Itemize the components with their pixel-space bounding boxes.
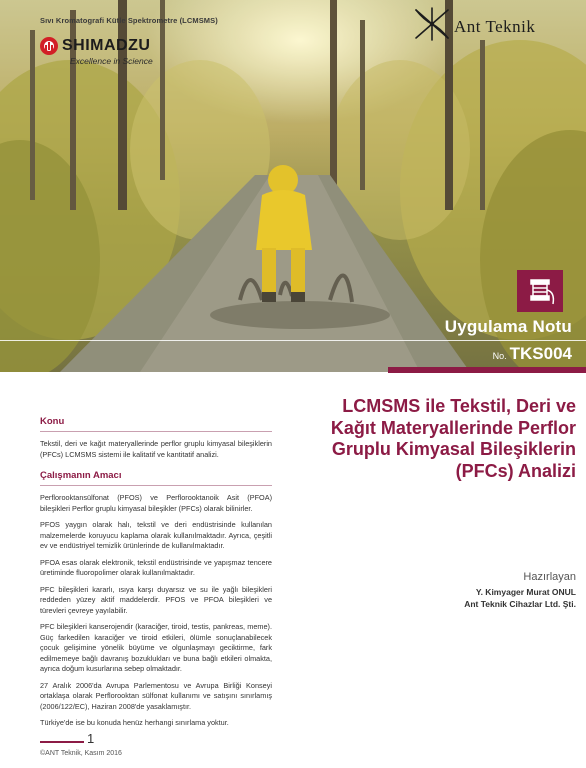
note-code: TKS004 xyxy=(509,344,572,363)
amac-paragraph-6: 27 Aralık 2006'da Avrupa Parlementosu ve Avrupa Birliği Konseyi ortaklaşa olarak Perflorooktan sülfonat kullanımı ve satışını sınırlamış (2006/122/EC), Haziran 2008'de yasaklamıştır. xyxy=(40,680,272,711)
amac-paragraph-4: PFC bileşikleri kararlı, ısıya karşı duyarsız ve su ile yağlı bileşikleri reddeden yüzey aktif maddelerdir. PFOS ve PFOA bileşikleri ve türevleri çevreye yayılabilir. xyxy=(40,584,272,615)
page-number: 1 xyxy=(87,731,95,746)
document-title: LCMSMS ile Tekstil, Deri ve Kağıt Materyallerinde Perflor Gruplu Kimyasal Bileşiklerin (PFCs) Analizi xyxy=(330,396,576,481)
hero-photo xyxy=(0,0,586,372)
copyright-text: ©ANT Teknik, Kasım 2016 xyxy=(40,750,122,757)
author-name: Y. Kimyager Murat ONUL xyxy=(475,587,576,597)
note-tab-badge xyxy=(517,270,563,312)
shimadzu-tagline: Excellence in Science xyxy=(70,56,153,66)
amac-paragraph-3: PFOA esas olarak elektronik, tekstil endüstrisinde ve yapışmaz tencere üretiminde fluoropolimer olarak kullanılmaktadır. xyxy=(40,557,272,577)
shimadzu-wordmark: SHIMADZU xyxy=(62,37,151,54)
accent-bar xyxy=(388,367,586,373)
section-heading-konu: Konu xyxy=(40,416,65,427)
konu-paragraph: Tekstil, deri ve kağıt materyallerinde perflor gruplu kimyasal bileşiklerin (PFCs) LCMSMS sistemi ile kalitatif ve kantitatif analizi. xyxy=(40,439,272,459)
prepared-label: Hazırlayan xyxy=(523,571,576,583)
number-label: No. xyxy=(492,351,507,361)
application-note-number xyxy=(493,344,572,364)
ant-star-logo xyxy=(412,6,452,42)
application-note-title: Uygulama Notu xyxy=(444,317,572,336)
section-divider xyxy=(40,431,272,432)
footer-accent-bar xyxy=(40,741,84,743)
amac-paragraph-2: PFOS yaygın olarak halı, tekstil ve deri endüstrisinde kullanılan malzemelerde koruyucu kaplama olarak kullanılmaktadır. Ayrıca, çeşitli ev ve endüstriyel temizlik ürünlerinde de kullanılmaktadır. xyxy=(40,520,272,550)
amac-paragraph-1: Perflorooktansülfonat (PFOS) ve Perflorooktanoik Asit (PFOA) bileşikleri Perflor gruplu kimyasal bileşikler (PFCs) olarak bilinirler. xyxy=(40,493,272,513)
category-label: Sıvı Kromatografi Kütle Spektrometre (LCMSMS) xyxy=(40,16,218,25)
section-divider xyxy=(40,485,272,486)
author-organization: Ant Teknik Cihazlar Ltd. Şti. xyxy=(464,599,576,609)
thread-spool-icon xyxy=(517,270,563,312)
amac-paragraph-5: PFC bileşikleri kanserojendir (karaciğer, tiroid, testis, pankreas, meme). Güç farkedilen karaciğer ve tiroid etkileri, ölümle sonuçlanabilecek çocuk gelişimine yönelik büyüme ve olgunlaşmayı geciktirme, fark edilmemeye bağlı davranış bozuklukları ve buna bağlı etkileri olmakta, ayrıca doğum kusurlarına sebep olmaktadır. xyxy=(40,622,272,673)
ant-teknik-logo xyxy=(412,6,582,42)
section-heading-amac: Çalışmanın Amacı xyxy=(40,470,122,481)
body-column xyxy=(40,416,272,735)
ant-teknik-wordmark: Ant Teknik xyxy=(454,17,536,36)
amac-paragraph-7: Türkiye'de ise bu konuda henüz herhangi sınırlama yoktur. xyxy=(40,718,229,727)
title-rule xyxy=(0,340,586,341)
prepared-by-block xyxy=(300,571,576,610)
shimadzu-emblem-icon xyxy=(40,37,58,55)
